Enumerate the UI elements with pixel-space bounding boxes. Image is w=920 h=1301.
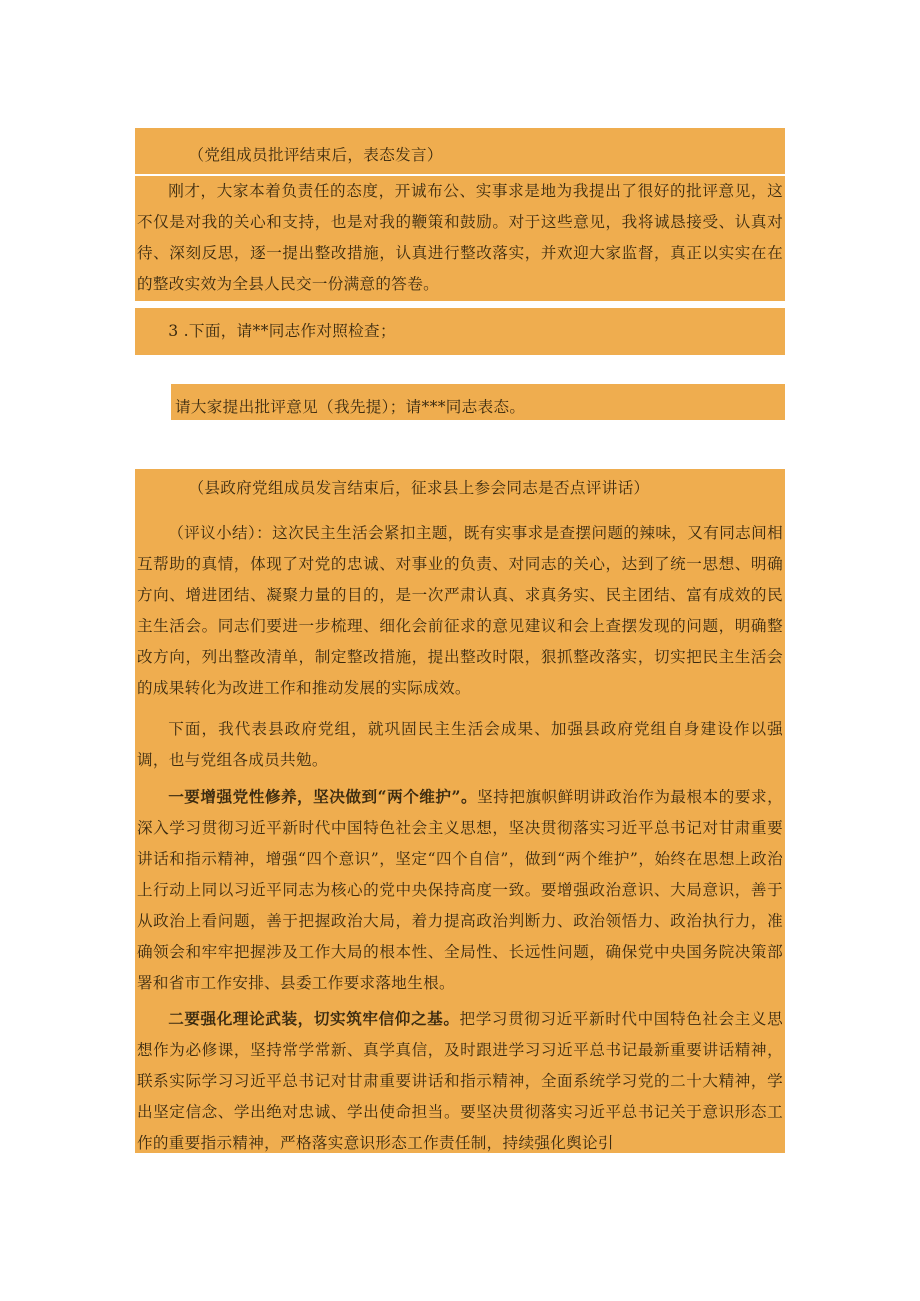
point-one-body: 坚持把旗帜鲜明讲政治作为最根本的要求，深入学习贯彻习近平新时代中国特色社会主义思想，坚决贯彻落实习近平总书记对甘肃重要讲话和指示精神，增强“四个意识”，坚定“四个自信”，做到“两个维护”，始终在思想上政治上行动上同以习近平同志为核心的党中央保持高度一致。要增强政治意识、大局意识，善于从政治上看问题，善于把握政治大局，着力提高政治判断力、政治领悟力、政治执行力，准确领会和牢牢把握涉及工作大局的根本性、全局性、长远性问题，确保党中央国务院决策部署和省市工作安排、县委工作要求落地生根。 — [137, 788, 783, 992]
section1-body: 刚才，大家本着负责任的态度，开诚布公、实事求是地为我提出了很好的批评意见，这不仅是对我的关心和支持，也是对我的鞭策和鼓励。对于这些意见，我将诚恳接受、认真对待、深刻反思，逐一提出整改措施，认真进行整改落实，并欢迎大家监督，真正以实实在在的整改实效为全县人民交一份满意的答卷。 — [137, 182, 783, 293]
point-two-paragraph — [137, 1003, 783, 1159]
section2-heading: 3 .下面，请**同志作对照检查； — [168, 322, 396, 340]
section4-note: （县政府党组成员发言结束后，征求县上参会同志是否点评讲话） — [188, 479, 650, 497]
point-two-body: 把学习贯彻习近平新时代中国特色社会主义思想作为必修课，坚持常学常新、真学真信，及时跟进学习习近平总书记最新重要讲话精神，联系实际学习习近平总书记对甘肃重要讲话和指示精神，全面系统学习党的二十大精神，学出坚定信念、学出绝对忠诚、学出使命担当。要坚决贯彻落实习近平总书记关于意识形态工作的重要指示精神，严格落实意识形态工作责任制，持续强化舆论引 — [137, 1010, 783, 1152]
section1-note: （党组成员批评结束后，表态发言） — [188, 146, 443, 164]
section3-line: 请大家提出批评意见（我先提）；请***同志表态。 — [175, 398, 526, 416]
point-one-paragraph — [137, 781, 783, 999]
intro-paragraph: 下面，我代表县政府党组，就巩固民主生活会成果、加强县政府党组自身建设作以强调，也与党组各成员共勉。 — [137, 720, 783, 769]
evaluation-summary: （评议小结）：这次民主生活会紧扣主题，既有实事求是查摆问题的辣味，又有同志间相互帮助的真情，体现了对党的忠诚、对事业的负责、对同志的关心，达到了统一思想、明确方向、增进团结、凝聚力量的目的，是一次严肃认真、求真务实、民主团结、富有成效的民主生活会。同志们要进一步梳理、细化会前征求的意见建议和会上查摆发现的问题，明确整改方向，列出整改清单，制定整改措施，提出整改时限，狠抓整改落实，切实把民主生活会的成果转化为改进工作和推动发展的实际成效。 — [137, 524, 783, 697]
point-one-lead: 一要增强党性修养，坚决做到“两个维护”。 — [168, 787, 478, 806]
point-two-lead: 二要强化理论武装，切实筑牢信仰之基。 — [168, 1009, 460, 1028]
